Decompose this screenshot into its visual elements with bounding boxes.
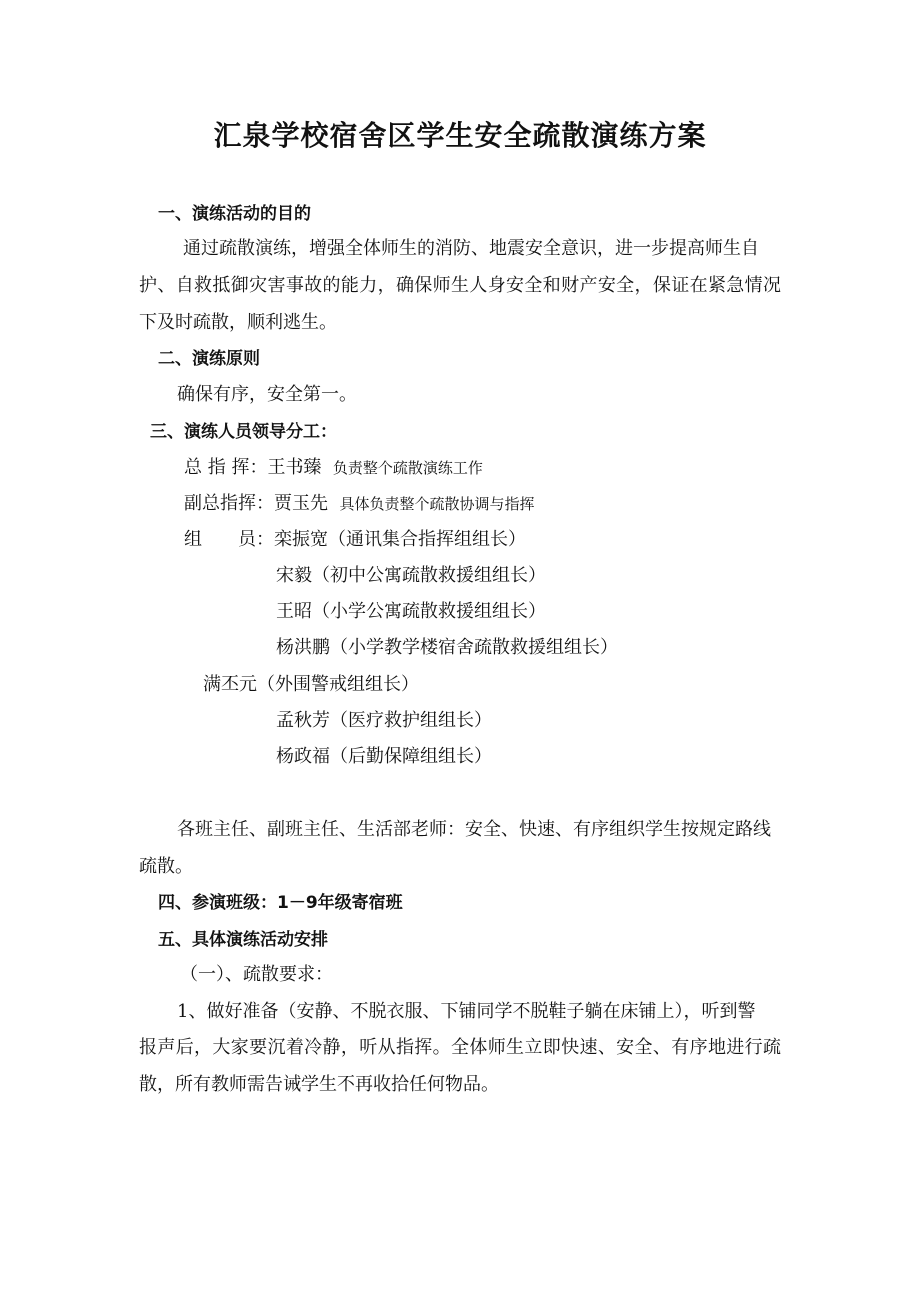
section-1-heading: 一、演练活动的目的 [158,204,311,224]
member-item: 杨政福（后勤保障组组长） [276,746,492,767]
section-1-line: 护、自救抵御灾害事故的能力，确保师生人身安全和财产安全，保证在紧急情况 [139,275,781,296]
section-1-line: 通过疏散演练，增强全体师生的消防、地震安全意识，进一步提高师生自 [183,238,759,259]
member-item: 王昭（小学公寓疏散救援组组长） [276,601,546,622]
section-2-heading: 二、演练原则 [158,349,260,369]
member-item: 宋毅（初中公寓疏散救援组组长） [276,565,546,586]
deputy-label: 副总指挥： [184,493,274,514]
section-5-line: 报声后，大家要沉着冷静，听从指挥。全体师生立即快速、安全、有序地进行疏 [139,1037,781,1058]
commander-name: 王书臻 [267,457,322,478]
deputy-duty: 具体负责整个疏散协调与指挥 [339,495,535,513]
member-item: 杨洪鹏（小学教学楼宿舍疏散救援组组长） [276,637,618,658]
deputy-name: 贾玉先 [274,493,328,514]
section-5-line: 1、做好准备（安静、不脱衣服、下铺同学不脱鞋子躺在床铺上），听到警 [177,1001,756,1022]
section-2-text: 确保有序，安全第一。 [177,384,357,405]
members-row [184,528,526,552]
commander-duty: 负责整个疏散演练工作 [332,459,483,477]
section-5-line: 散，所有教师需告诫学生不再收拾任何物品。 [139,1074,499,1095]
section-1-line: 下及时疏散，顺利逃生。 [139,312,337,333]
section-3-heading: 三、演练人员领导分工： [150,422,337,442]
section-5-subheading: （一）、疏散要求： [180,964,333,985]
commander-label: 总 指 挥： [184,457,268,478]
section-4-heading: 四、参演班级：1－9年级寄宿班 [158,893,403,913]
member-item: 满丕元（外围警戒组组长） [203,674,419,695]
member-item: 栾振宽（通讯集合指挥组组长） [274,529,526,550]
member-item: 孟秋芳（医疗救护组组长） [276,710,492,731]
deputy-row [184,492,534,516]
section-5-heading: 五、具体演练活动安排 [158,930,328,950]
commander-row [184,456,483,480]
teachers-line: 各班主任、副班主任、生活部老师：安全、快速、有序组织学生按规定路线 [177,819,771,840]
document-title: 汇泉学校宿舍区学生安全疏散演练方案 [213,119,707,152]
members-label: 组 员： [184,529,274,550]
teachers-line: 疏散。 [139,856,193,877]
